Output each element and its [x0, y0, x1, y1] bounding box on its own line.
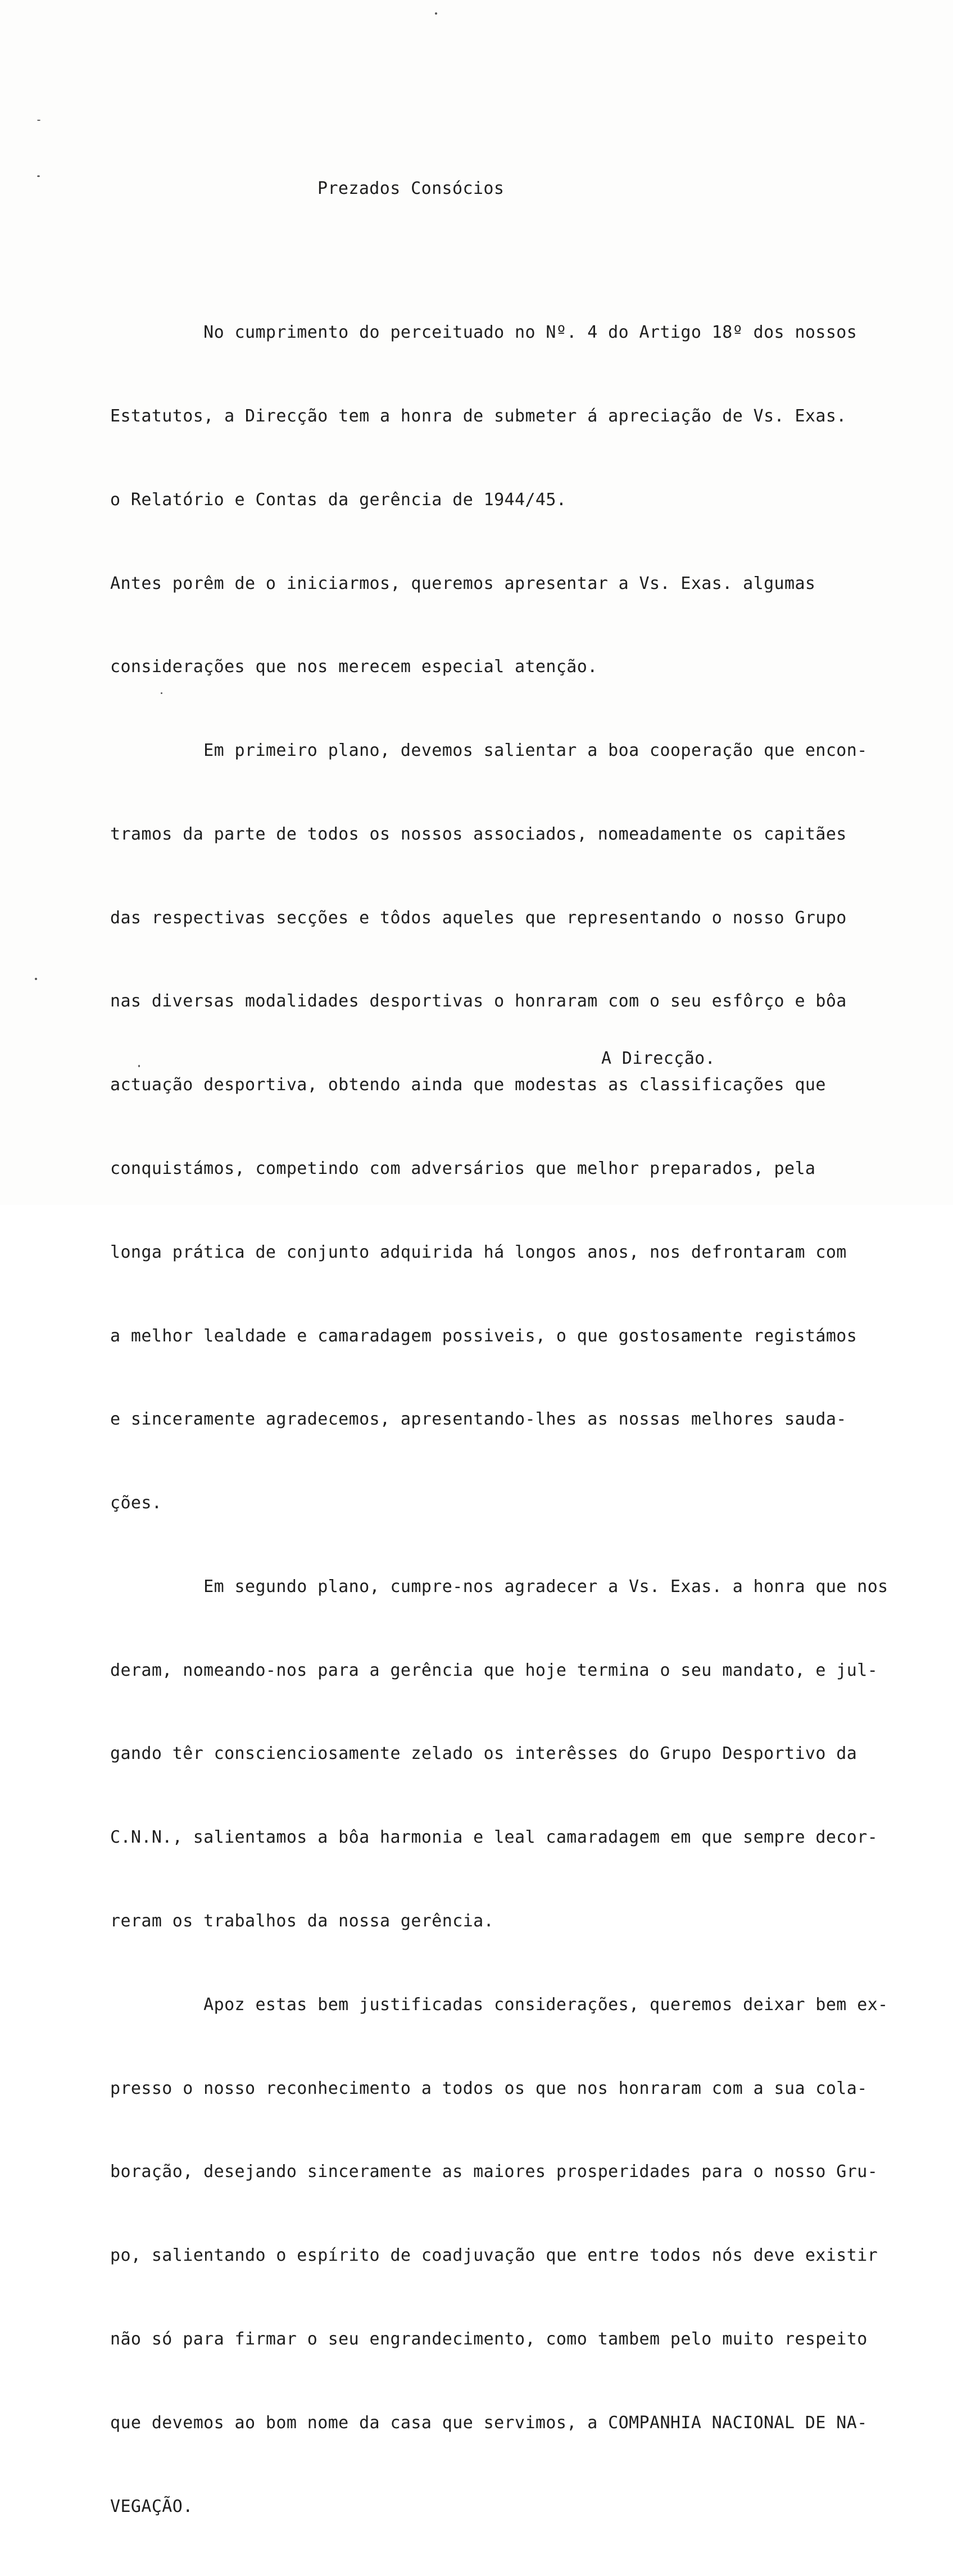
body-line: nas diversas modalidades desportivas o honraram com o seu esfôrço e bôa: [110, 991, 847, 1012]
body-line: presso o nosso reconhecimento a todos os que nos honraram com a sua cola-: [110, 2078, 868, 2098]
salutation: Prezados Consócios: [317, 179, 505, 198]
body-line: não só para firmar o seu engrandecimento, como tambem pelo muito respeito: [110, 2329, 868, 2349]
body-line: longa prática de conjunto adquirida há longos anos, nos defrontaram com: [110, 1242, 847, 1262]
scan-speck: [35, 978, 37, 980]
body-line: Estatutos, a Direcção tem a honra de submeter á apreciação de Vs. Exas.: [110, 406, 847, 426]
body-line: No cumprimento do perceituado no Nº. 4 do Artigo 18º dos nossos: [110, 323, 857, 343]
body-line: actuação desportiva, obtendo ainda que modestas as classificações que: [110, 1075, 826, 1095]
body-line: conquistámos, competindo com adversários que melhor preparados, pela: [110, 1159, 816, 1178]
body-line: boração, desejando sinceramente as maiores prosperidades para o nosso Gru-: [110, 2162, 878, 2182]
body-line: VEGAÇÃO.: [110, 2496, 193, 2516]
body-line: e sinceramente agradecemos, apresentando-lhes as nossas melhores sauda-: [110, 1409, 847, 1430]
scan-speck: [435, 12, 437, 15]
body-line: Em primeiro plano, devemos salientar a boa cooperação que encon-: [110, 741, 868, 761]
body-line: deram, nomeando-nos para a gerência que hoje termina o seu mandato, e jul-: [110, 1660, 878, 1680]
body-line: o Relatório e Contas da gerência de 1944/45.: [110, 489, 567, 510]
body-line: Antes porêm de o iniciarmos, queremos apresentar a Vs. Exas. algumas: [110, 573, 816, 593]
body-line: reram os trabalhos da nossa gerência.: [110, 1911, 494, 1931]
body-line: C.N.N., salientamos a bôa harmonia e leal camaradagem em que sempre decor-: [110, 1827, 878, 1848]
body-line: po, salientando o espírito de coadjuvação que entre todos nós deve existir: [110, 2246, 878, 2266]
scan-speck: [37, 120, 40, 121]
scan-speck: [161, 692, 162, 694]
body-line: Em segundo plano, cumpre-nos agradecer a Vs. Exas. a honra que nos: [110, 1576, 888, 1597]
body-line: que devemos ao bom nome da casa que servimos, a COMPANHIA NACIONAL DE NA-: [110, 2412, 868, 2433]
body-line: Apoz estas bem justificadas considerações, queremos deixar bem ex-: [110, 1994, 888, 2015]
body-line: gando têr conscienciosamente zelado os interêsses do Grupo Desportivo da: [110, 1744, 857, 1764]
signature: A Direcção.: [601, 1049, 716, 1068]
letter-body: [110, 263, 888, 2576]
body-line: das respectivas secções e tôdos aqueles que representando o nosso Grupo: [110, 908, 847, 928]
scan-speck: [37, 175, 40, 177]
body-line: ções.: [110, 1493, 162, 1513]
body-line: tramos da parte de todos os nossos associados, nomeadamente os capitães: [110, 824, 847, 844]
body-line: a melhor lealdade e camaradagem possiveis, o que gostosamente registámos: [110, 1326, 857, 1346]
scan-speck: [138, 1065, 140, 1067]
body-line: considerações que nos merecem especial atenção.: [110, 657, 598, 677]
